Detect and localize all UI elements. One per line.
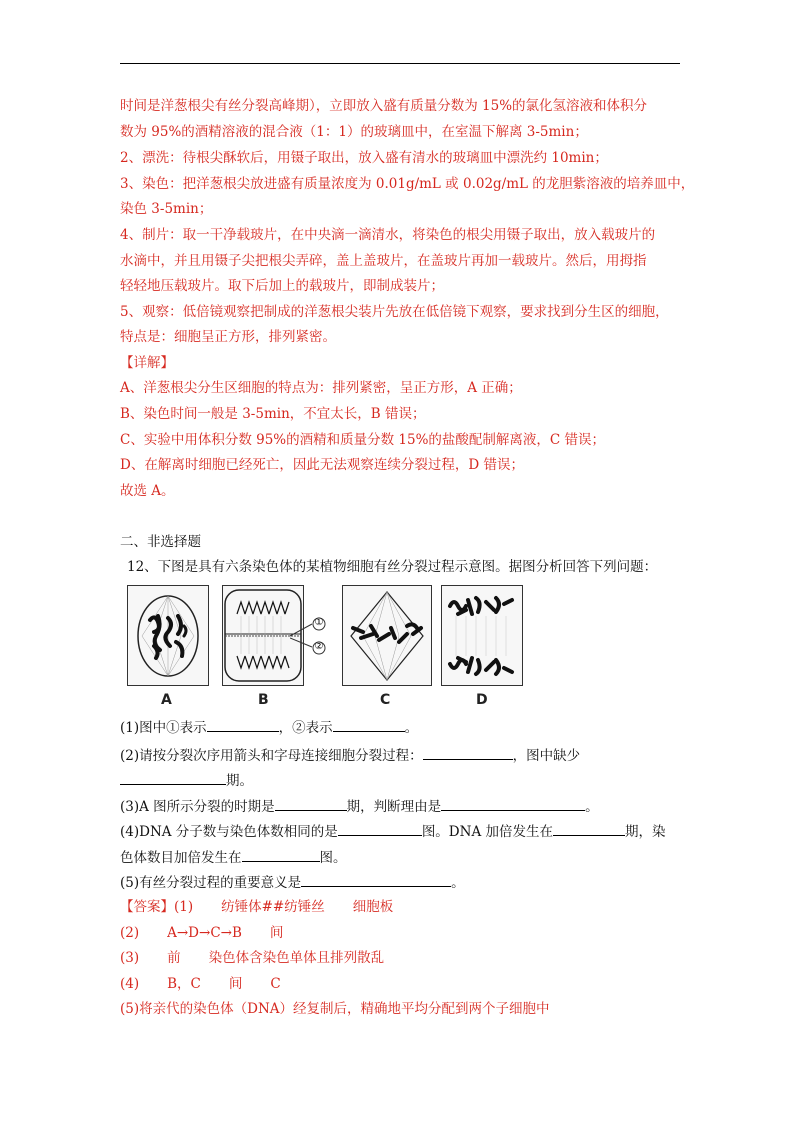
q2-text-c: 期。 [226,773,253,789]
metaphase-cell-drawing [343,586,431,685]
section-title: 二、非选择题 [120,534,201,550]
q1-text-c: 。 [404,720,419,736]
q1-text-a: (1)图中①表示 [120,720,207,736]
answer-2-part-1: A→D→C→B [167,925,242,941]
answer-line-3 [120,948,384,968]
q3-text-b: 期，判断理由是 [346,799,442,815]
answer-line-2 [120,923,283,943]
detail-conclusion: 故选 A。 [120,483,175,499]
q4-text-d: 色体数目加倍发生在 [120,850,242,866]
q4-text-c: 期，染 [625,824,666,840]
figure-label-d: D [476,692,488,708]
figure-label-a: A [161,692,172,708]
step-mount-3: 轻轻地压载玻片。取下后加上的载玻片，即制成装片； [120,278,444,294]
step-mount-2: 水滴中，并且用镊子尖把根尖弄碎，盖上盖玻片，在盖玻片再加一载玻片。然后，用拇指 [120,253,647,269]
subquestion-1 [120,717,418,738]
detail-a: A、洋葱根尖分生区细胞的特点为：排列紧密，呈正方形，A 正确； [120,380,522,396]
q4-text-b: 图。DNA 加倍发生在 [421,824,553,840]
callout-label-1: ① [314,617,324,628]
subquestion-3 [120,796,599,817]
q2-blank-2[interactable] [120,770,226,785]
figure-cell-d [441,585,523,686]
q2-text-a: (2)请按分裂次序用箭头和字母连接细胞分裂过程： [120,748,423,764]
figure-label-b: B [258,692,269,708]
q5-blank-1[interactable] [301,872,451,887]
anaphase-cell-drawing [442,586,522,685]
answer-1-part-2: 细胞板 [352,899,394,915]
q5-text-a: (5)有丝分裂过程的重要意义是 [120,875,302,891]
answer-1-part-1: 纺锤体##纺锤丝 [221,899,325,915]
q4-blank-3[interactable] [242,847,320,862]
answer-3-part-2: 染色体含染色单体且排列散乱 [208,950,385,966]
subquestion-5 [120,872,465,893]
q1-blank-1[interactable] [207,717,279,732]
answer-line-4 [120,974,281,994]
q5-text-b: 。 [451,875,465,891]
detail-c: C、实验中用体积分数 95%的酒精和质量分数 15%的盐酸配制解离液，C 错误； [120,432,606,448]
answer-4-part-1: B，C [167,976,201,992]
q4-blank-1[interactable] [338,821,422,836]
q2-text-b: ，图中缺少 [512,748,581,764]
step-rinse: 2、漂洗：待根尖酥软后，用镊子取出，放入盛有清水的玻璃皿中漂洗约 10min； [120,150,608,166]
detail-b: B、染色时间一般是 3-5min，不宜太长，B 错误； [120,406,426,422]
figure-cell-c [342,585,432,686]
answer-label: 【答案】 [120,899,174,915]
q3-text-a: (3)A 图所示分裂的时期是 [120,799,275,815]
question-stem: 12、下图是具有六条染色体的某植物细胞有丝分裂过程示意图。据图分析回答下列问题： [127,559,658,575]
step-observe-2: 特点是：细胞呈正方形，排列紧密。 [120,329,336,345]
figure-cell-a [127,585,209,686]
q3-blank-2[interactable] [441,796,585,811]
step-mount-1: 4、制片：取一干净载玻片，在中央滴一滴清水，将染色的根尖用镊子取出，放入载玻片的 [120,227,656,243]
subquestion-4-cont [120,847,347,868]
q3-blank-1[interactable] [275,796,347,811]
q3-text-c: 。 [585,799,599,815]
answer-line-5: (5)将亲代的染色体（DNA）经复制后，精确地平均分配到两个子细胞中 [120,1001,550,1017]
step-stain-2: 染色 3-5min； [120,201,213,217]
answer-4-number: (4) [120,976,140,992]
intro-line-2: 数为 95%的酒精溶液的混合液（1：1）的玻璃皿中，在室温下解离 3-5min； [120,124,588,140]
subquestion-4 [120,821,666,842]
q4-text-e: 图。 [319,850,347,866]
q1-blank-2[interactable] [333,717,405,732]
answer-4-part-2: 间 [228,976,243,992]
intro-line-1: 时间是洋葱根尖有丝分裂高峰期），立即放入盛有质量分数为 15%的氯化氢溶液和体积分 [120,98,648,114]
answer-3-number: (3) [120,950,140,966]
q4-text-a: (4)DNA 分子数与染色体数相同的是 [120,824,338,840]
subquestion-2-cont [120,770,253,791]
detail-heading: 【详解】 [120,355,174,371]
step-stain-1: 3、染色：把洋葱根尖放进盛有质量浓度为 0.01g/mL 或 0.02g/mL 的龙胆紫溶液的培养皿中， [120,176,695,192]
q1-text-b: ，②表示 [278,720,333,736]
detail-d: D、在解离时细胞已经死亡，因此无法观察连续分裂过程，D 错误； [120,457,524,473]
answer-4-part-3: C [270,976,281,992]
figure-label-c: C [380,692,391,708]
subquestion-2 [120,745,580,766]
prophase-cell-drawing [128,586,208,685]
answer-2-number: (2) [120,925,140,941]
callout-label-2: ② [314,641,324,652]
q2-blank-1[interactable] [423,745,513,760]
answer-3-part-1: 前 [167,950,181,966]
answer-line-1 [120,897,393,917]
header-rule [120,63,680,64]
step-observe-1: 5、观察：低倍镜观察把制成的洋葱根尖装片先放在低倍镜下观察，要求找到分生区的细胞， [120,304,669,320]
answer-1-number: (1) [174,899,194,915]
q4-blank-2[interactable] [553,821,625,836]
answer-2-part-2: 间 [269,925,284,941]
